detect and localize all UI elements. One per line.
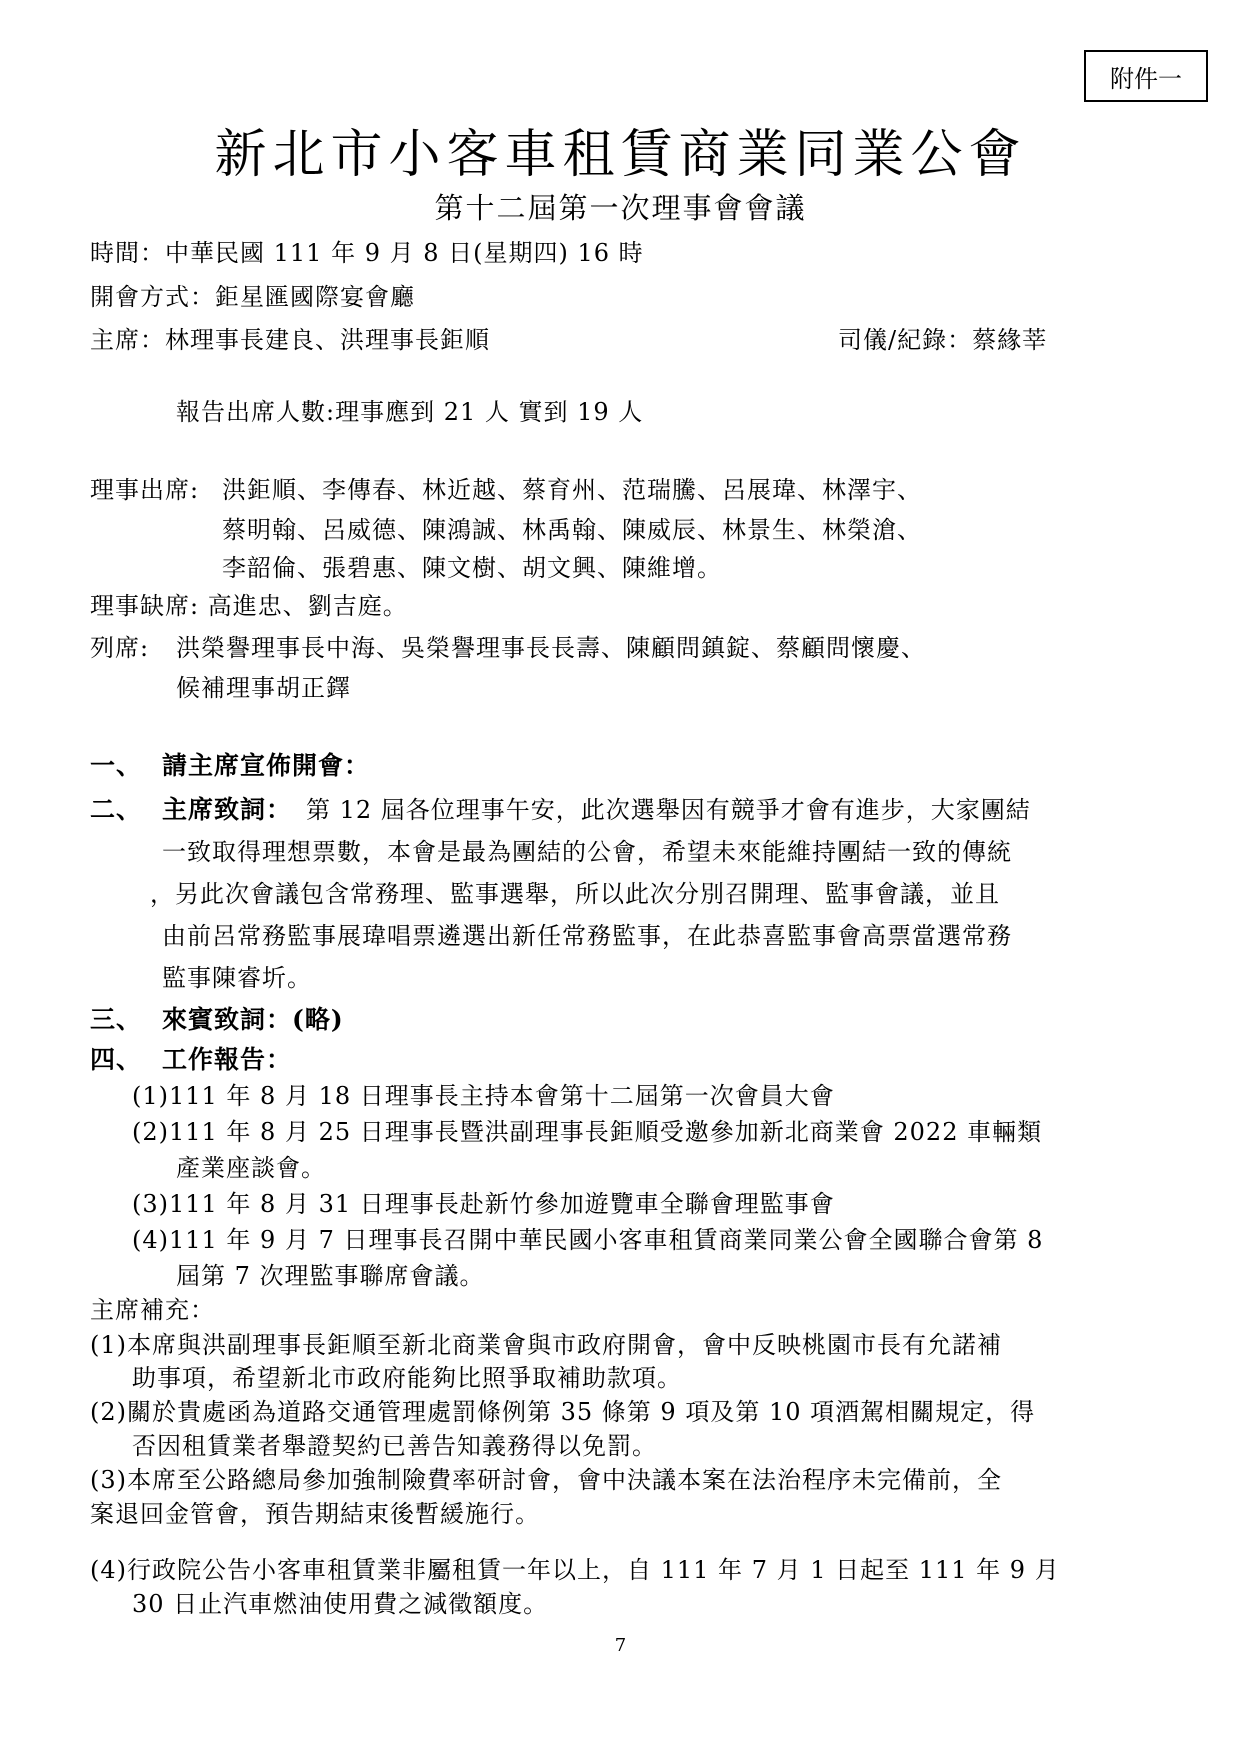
- section-title: 主席致詞：: [162, 795, 293, 824]
- attendance-count: 報告出席人數:理事應到 21 人 實到 19 人: [176, 398, 644, 426]
- report-item: (2)111 年 8 月 25 日理事長暨洪副理事長鉅順受邀參加新北商業會 2022 車輛類: [132, 1118, 1043, 1146]
- supplement-line: (4)行政院公告小客車租賃業非屬租賃一年以上，自 111 年 7 月 1 日起至 111 年 9 月: [90, 1556, 1060, 1584]
- supplement-line: (2)關於貴處函為道路交通管理處罰條例第 35 條第 9 項及第 10 項酒駕相關規定，得: [90, 1398, 1036, 1426]
- report-item: 屆第 7 次理監事聯席會議。: [176, 1262, 485, 1290]
- section-number: 三、: [90, 1005, 143, 1034]
- document-subtitle: 第十二屆第一次理事會會議: [434, 191, 807, 225]
- present-line: 洪鉅順、李傳春、林近越、蔡育州、范瑞騰、呂展瑋、林澤宇、: [222, 476, 922, 504]
- section-number: 二、: [90, 795, 143, 824]
- speech-text: 由前呂常務監事展瑋唱票遴選出新任常務監事，在此恭喜監事會高票當選常務: [162, 922, 1012, 950]
- report-item: 產業座談會。: [176, 1154, 326, 1182]
- meeting-time: 時間：中華民國 111 年 9 月 8 日(星期四) 16 時: [90, 239, 644, 267]
- report-item: (1)111 年 8 月 18 日理事長主持本會第十二屆第一次會員大會: [132, 1082, 835, 1110]
- supplement-line: (3)本席至公路總局參加強制險費率研討會，會中決議本案在法治程序未完備前，全: [90, 1466, 1002, 1494]
- supplement-line: 助事項，希望新北市政府能夠比照爭取補助款項。: [132, 1364, 682, 1392]
- meeting-recorder: 司儀/紀錄：蔡緣莘: [838, 326, 1048, 354]
- speech-text: 一致取得理想票數，本會是最為團結的公會，希望未來能維持團結一致的傳統: [162, 838, 1012, 866]
- speech-text: ，另此次會議包含常務理、監事選舉，所以此次分別召開理、監事會議，並且: [150, 880, 1000, 908]
- document-title: 新北市小客車租賃商業同業公會: [214, 125, 1027, 185]
- speech-text: 監事陳睿圻。: [162, 964, 312, 992]
- attendees-label: 列席:: [90, 634, 150, 662]
- section-title: 工作報告：: [162, 1045, 293, 1074]
- meeting-chair: 主席：林理事長建良、洪理事長鉅順: [90, 326, 490, 354]
- absent-directors: 理事缺席: 高進忠、劉吉庭。: [90, 592, 408, 620]
- section-number: 四、: [90, 1045, 143, 1074]
- supplement-line: (1)本席與洪副理事長鉅順至新北商業會與市政府開會，會中反映桃園市長有允諾補: [90, 1331, 1002, 1359]
- present-line: 蔡明翰、呂威德、陳鴻誠、林禹翰、陳威辰、林景生、林榮滄、: [222, 516, 922, 544]
- page-number: 7: [614, 1635, 627, 1656]
- supplement-label: 主席補充：: [90, 1296, 215, 1324]
- section-title: 請主席宣佈開會：: [162, 751, 371, 780]
- attendees-line: 洪榮譽理事長中海、吳榮譽理事長長壽、陳顧問鎮錠、蔡顧問懷慶、: [176, 634, 926, 662]
- attendees-line: 候補理事胡正鐸: [176, 674, 351, 702]
- report-item: (4)111 年 9 月 7 日理事長召開中華民國小客車租賃商業同業公會全國聯合會第 8: [132, 1226, 1044, 1254]
- present-line: 李韶倫、張碧惠、陳文樹、胡文興、陳維增。: [222, 554, 722, 582]
- section-number: 一、: [90, 751, 143, 780]
- supplement-line: 案退回金管會，預告期結束後暫緩施行。: [90, 1500, 540, 1528]
- speech-text: 第 12 屆各位理事午安，此次選舉因有競爭才會有進步，大家團結: [306, 796, 1031, 824]
- meeting-venue: 開會方式：鉅星匯國際宴會廳: [90, 283, 415, 311]
- present-label: 理事出席:: [90, 476, 200, 504]
- report-item: (3)111 年 8 月 31 日理事長赴新竹參加遊覽車全聯會理監事會: [132, 1190, 835, 1218]
- supplement-line: 30 日止汽車燃油使用費之減徵額度。: [132, 1590, 549, 1618]
- supplement-line: 否因租賃業者舉證契約已善告知義務得以免罰。: [132, 1432, 657, 1460]
- annex-label: 附件一: [1084, 50, 1208, 102]
- section-title: 來賓致詞：(略): [162, 1005, 344, 1034]
